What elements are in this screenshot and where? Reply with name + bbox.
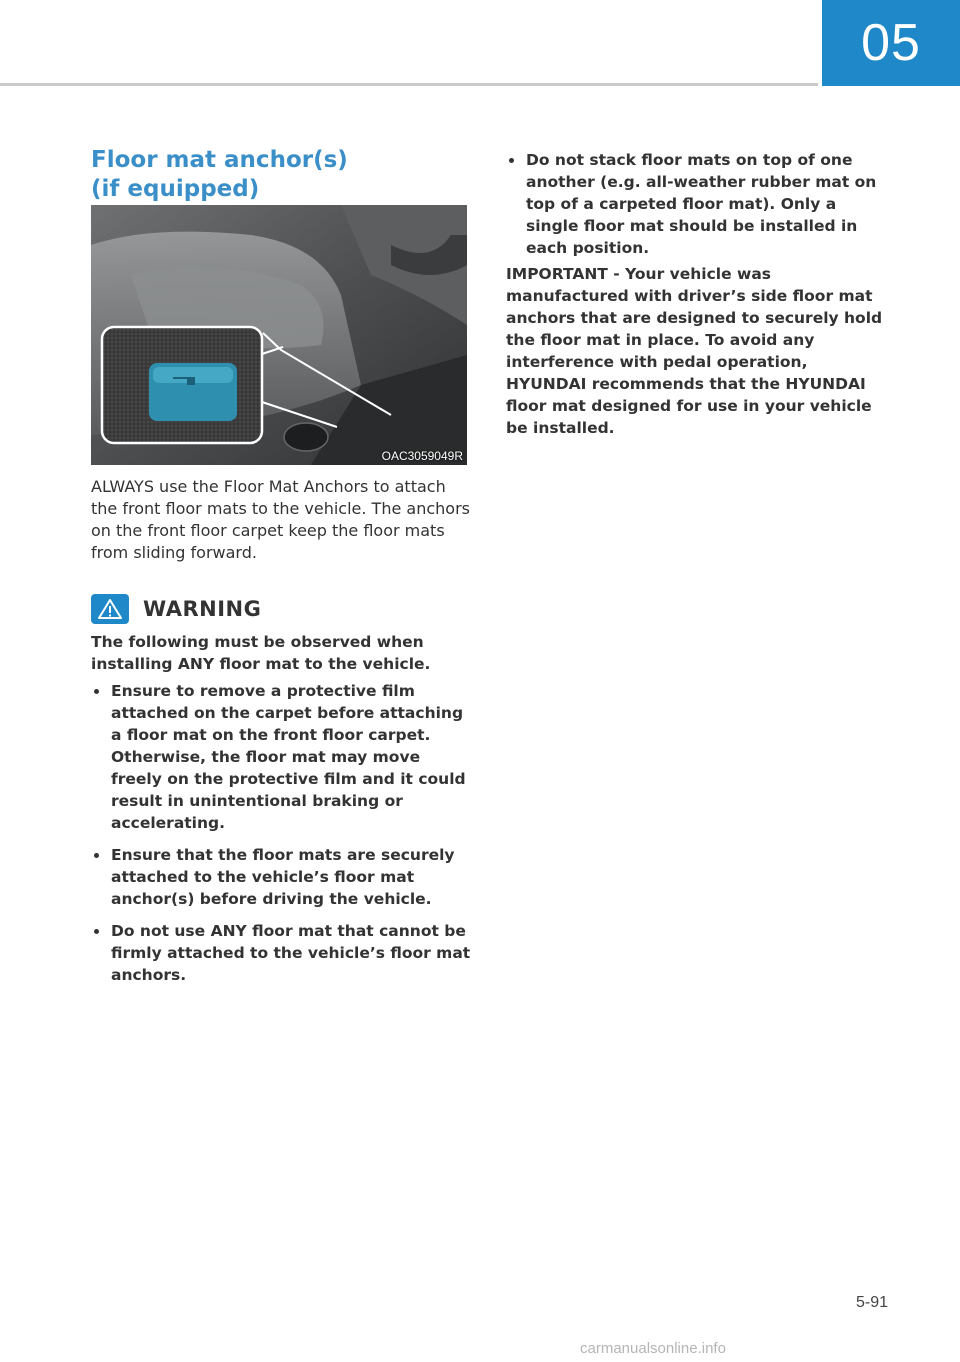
watermark: carmanualsonline.info [580,1340,726,1357]
list-item: Ensure that the floor mats are securely attached to the vehicle’s floor mat anchor(s) before driving the vehicle. [91,844,471,910]
chapter-number: 05 [861,14,921,72]
warning-bullets-right [506,149,886,269]
chapter-tab [822,0,960,86]
list-item: Do not use ANY floor mat that cannot be firmly attached to the vehicle’s floor mat anchors. [91,920,471,986]
warning-bullets-left [91,680,471,996]
page-number: 5-91 [856,1294,889,1311]
intro-paragraph: ALWAYS use the Floor Mat Anchors to attach the front floor mats to the vehicle. The anchors on the front floor carpet keep the floor mats from sliding forward. [91,477,470,562]
figure-code: OAC3059049R [381,449,463,463]
car-interior-illustration [91,205,467,465]
floor-mat-anchor-figure [91,205,467,465]
list-item: Ensure to remove a protective film attached on the carpet before attaching a floor mat on the front floor carpet. Otherwise, the floor mat may move freely on the protective film and it could result in unintentional braking or accelerating. [91,680,471,834]
warning-lead: The following must be observed when installing ANY floor mat to the vehicle. [91,633,431,673]
important-note: IMPORTANT - Your vehicle was manufactured with driver’s side floor mat anchors that are designed to securely hold the floor mat in place. To avoid any interference with pedal operation, HYUNDAI recommends that the HYUNDAI floor mat designed for use in your vehicle be installed. [506,265,883,437]
warning-label: WARNING [143,597,262,621]
warning-header [91,594,261,624]
list-item: Do not stack floor mats on top of one another (e.g. all-weather rubber mat on top of a carpeted floor mat). Only a single floor mat should be installed in each position. [506,149,886,259]
header-rule [0,83,818,86]
warning-triangle-icon [91,594,129,624]
section-title-line1: Floor mat anchor(s) [91,147,348,173]
section-title-line2: (if equipped) [91,176,260,202]
section-title [91,146,348,204]
